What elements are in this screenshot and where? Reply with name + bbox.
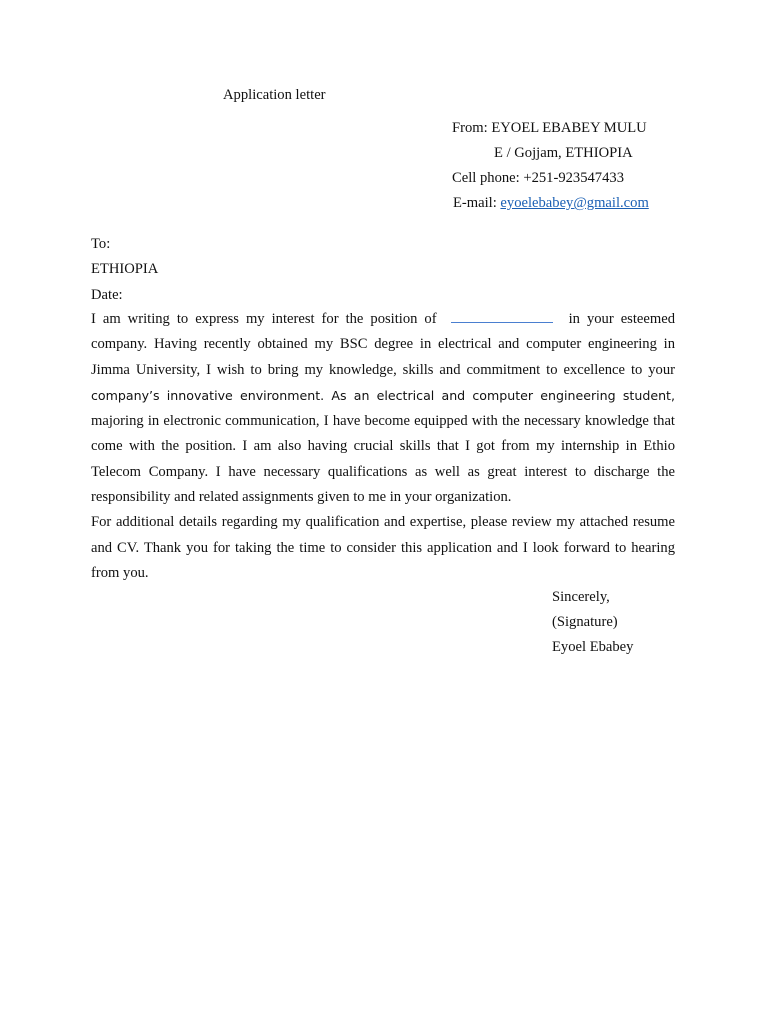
letter-body — [91, 307, 675, 586]
position-blank-field[interactable] — [451, 308, 553, 323]
closing-signature: (Signature) — [552, 614, 618, 630]
body-paragraph-1 — [91, 307, 675, 510]
sender-from-line: From: EYOEL EBABEY MULU — [452, 120, 647, 136]
recipient-block — [91, 232, 158, 308]
recipient-country: ETHIOPIA — [91, 261, 159, 278]
letter-date: Date: — [91, 286, 123, 303]
sender-email-label: E-mail: — [453, 195, 501, 211]
recipient-to: To: — [91, 236, 111, 252]
body-p1-odd-font: company’s innovative environment. As an electrical and computer engineering student, — [91, 387, 675, 403]
body-p1-start: I am writing to express my interest for the position of — [91, 311, 437, 327]
closing-name: Eyoel Ebabey — [552, 639, 634, 655]
letter-title: Application letter — [223, 87, 326, 103]
sender-email-line — [453, 191, 649, 216]
sender-address: E / Gojjam, ETHIOPIA — [494, 145, 633, 161]
closing-block — [552, 585, 633, 660]
sender-email-link[interactable]: eyoelebabey@gmail.com — [500, 195, 649, 211]
body-p1-after-blank: in your esteemed company. Having recently obtained my BSC degree in electrical and computer engineering in Jimma University, I wish to bring my knowledge, skills and commitment to excellence to your — [91, 311, 675, 378]
body-paragraph-2: For additional details regarding my qualification and expertise, please review my attached resume and CV. Thank you for taking the time to consider this application and I look forward to hearing from you. — [91, 514, 675, 581]
body-p1-end: majoring in electronic communication, I have become equipped with the necessary knowledge that come with the position. I am also having crucial skills that I got from my internship in Ethio Telecom Company. I have necessary qualifications as well as great interest to discharge the responsibility and related assignments given to me in your organization. — [91, 413, 675, 506]
closing-salutation: Sincerely, — [552, 589, 610, 605]
sender-phone: Cell phone: +251-923547433 — [452, 170, 624, 186]
